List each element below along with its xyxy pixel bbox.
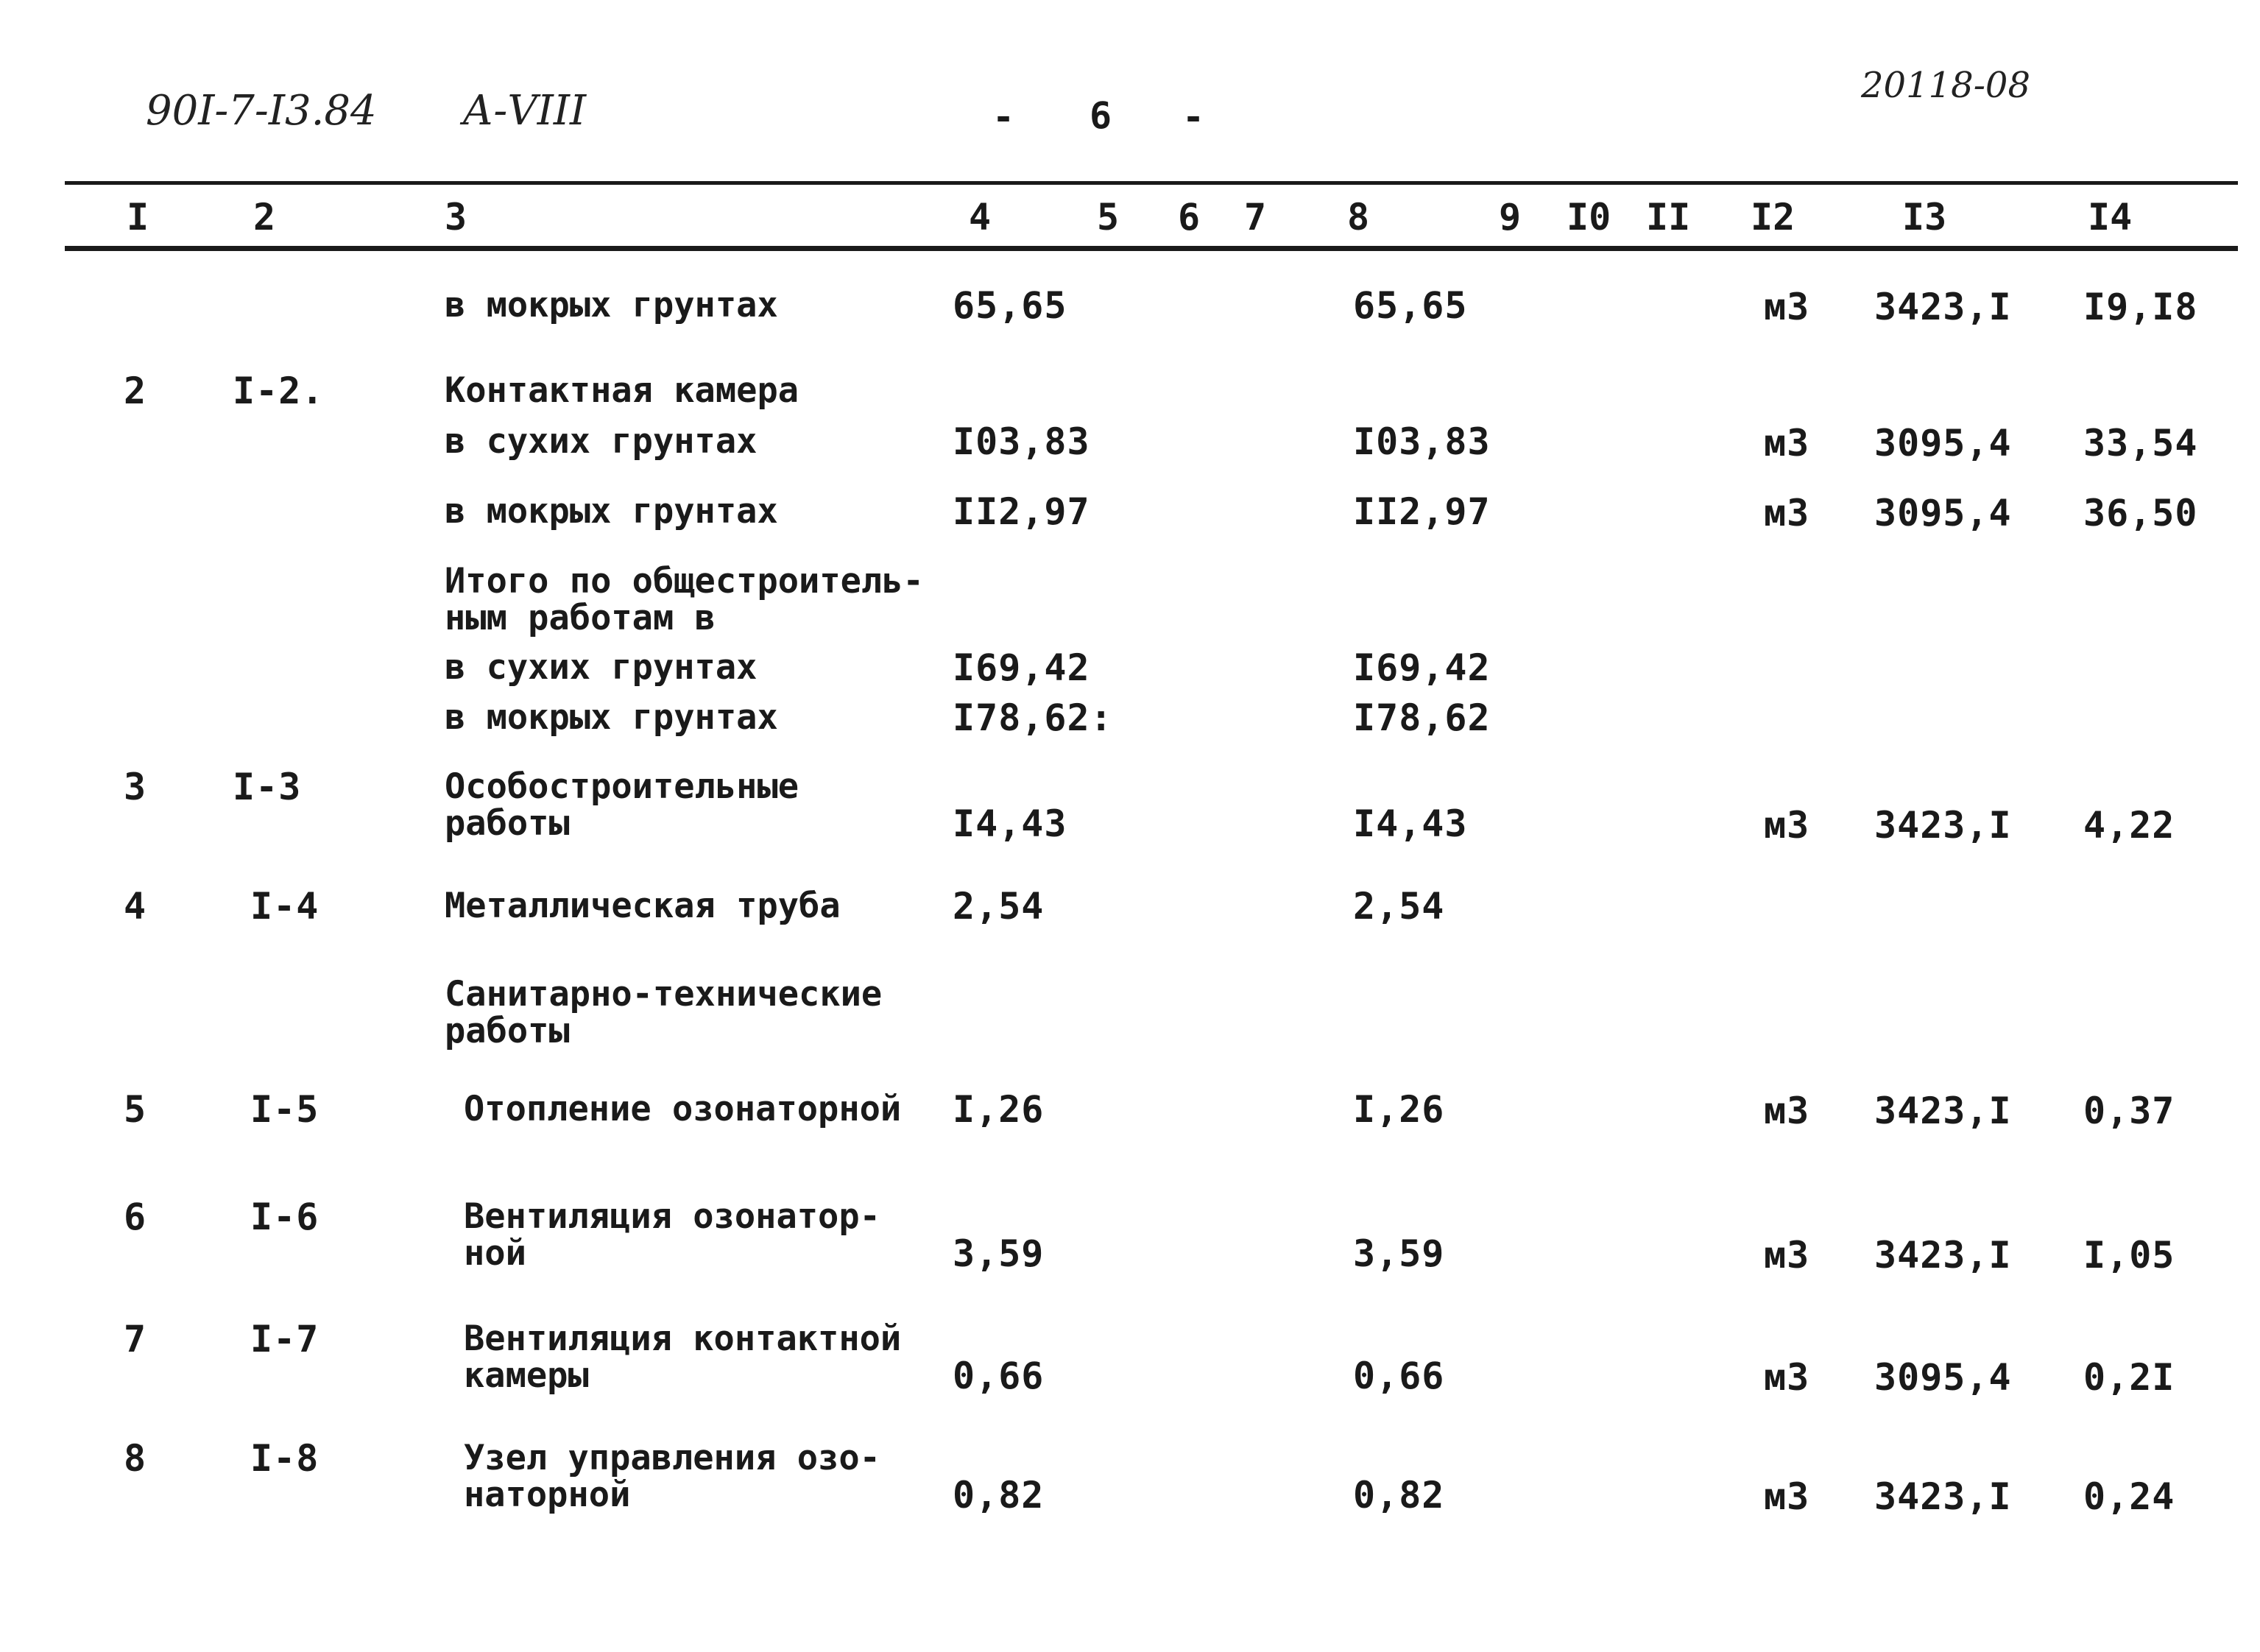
stamp-number: 20118-08	[1861, 65, 2030, 106]
value-col-4: I69,42	[953, 646, 1090, 689]
value-col-4: I,26	[953, 1088, 1045, 1131]
value-col-8: 0,82	[1353, 1474, 1445, 1517]
unit-col-12: м3	[1764, 1356, 1810, 1399]
table-header-rule	[65, 246, 2238, 251]
page-dash-left: -	[992, 96, 1016, 138]
value-col-8: I03,83	[1353, 420, 1491, 463]
column-header-13: I3	[1902, 196, 1947, 239]
row-description-line: Отопление озонаторной	[464, 1089, 902, 1129]
unit-col-12: м3	[1764, 1475, 1810, 1518]
row-description-line: в сухих грунтах	[445, 421, 758, 462]
unit-col-12: м3	[1764, 422, 1810, 465]
value-col-8: I,26	[1353, 1088, 1445, 1131]
unit-col-12: м3	[1764, 1234, 1810, 1277]
column-header-2: 2	[253, 196, 276, 239]
column-header-6: 6	[1178, 196, 1201, 239]
column-header-5: 5	[1097, 196, 1120, 239]
value-col-4: I78,62:	[953, 696, 1113, 739]
row-code: I-7	[250, 1318, 319, 1360]
row-description-line: Санитарно-технические	[445, 974, 883, 1014]
column-header-9: 9	[1499, 196, 1522, 239]
value-col-8: 2,54	[1353, 885, 1445, 928]
album-number: А-VIII	[462, 87, 587, 135]
value-col-4: II2,97	[953, 490, 1090, 533]
column-header-3: 3	[445, 196, 467, 239]
value-col-14: 0,2I	[2083, 1356, 2175, 1399]
row-description-line: Особостроительные	[445, 766, 799, 807]
column-header-8: 8	[1347, 196, 1370, 239]
row-code: I-3	[233, 766, 302, 808]
column-header-10: I0	[1567, 196, 1611, 239]
value-col-13: 3423,I	[1874, 1475, 2012, 1518]
row-number: 6	[124, 1196, 147, 1238]
unit-col-12: м3	[1764, 286, 1810, 328]
row-description-line: ным работам в	[445, 598, 716, 638]
column-header-14: I4	[2088, 196, 2133, 239]
value-col-14: I9,I8	[2083, 286, 2198, 328]
row-description-line: камеры	[464, 1355, 589, 1396]
value-col-4: 3,59	[953, 1232, 1045, 1275]
value-col-8: 65,65	[1353, 284, 1468, 327]
value-col-4: 0,66	[953, 1355, 1045, 1397]
value-col-8: 0,66	[1353, 1355, 1445, 1397]
column-header-1: I	[127, 196, 149, 239]
value-col-4: 2,54	[953, 885, 1045, 928]
row-description-line: Вентиляция озонатор-	[464, 1196, 880, 1237]
row-number: 7	[124, 1318, 147, 1360]
unit-col-12: м3	[1764, 1090, 1810, 1132]
value-col-14: 33,54	[2083, 422, 2198, 465]
value-col-4: 65,65	[953, 284, 1067, 327]
row-description-line: в мокрых грунтах	[445, 697, 778, 738]
column-header-11: II	[1646, 196, 1691, 239]
unit-col-12: м3	[1764, 492, 1810, 534]
value-col-14: 4,22	[2083, 804, 2175, 847]
row-number: 8	[124, 1437, 147, 1480]
column-header-12: I2	[1751, 196, 1795, 239]
row-description-line: ной	[464, 1233, 526, 1274]
value-col-4: I03,83	[953, 420, 1090, 463]
value-col-13: 3423,I	[1874, 1090, 2012, 1132]
page-number: 6	[1090, 94, 1113, 137]
value-col-14: I,05	[2083, 1234, 2175, 1277]
value-col-13: 3095,4	[1874, 1356, 2012, 1399]
value-col-8: I78,62	[1353, 696, 1491, 739]
row-description-line: работы	[445, 803, 570, 844]
row-description-line: Узел управления озо-	[464, 1438, 880, 1478]
row-description-line: в сухих грунтах	[445, 647, 758, 688]
value-col-13: 3423,I	[1874, 1234, 2012, 1277]
row-code: I-6	[250, 1196, 319, 1238]
row-number: 2	[124, 370, 147, 412]
value-col-8: 3,59	[1353, 1232, 1445, 1275]
row-description-line: Контактная камера	[445, 370, 799, 411]
row-description-line: Итого по общестроитель-	[445, 561, 924, 601]
row-description-line: в мокрых грунтах	[445, 491, 778, 532]
value-col-4: I4,43	[953, 802, 1067, 845]
row-description-line: в мокрых грунтах	[445, 285, 778, 325]
value-col-14: 36,50	[2083, 492, 2198, 534]
row-code: I-2.	[233, 370, 325, 412]
table-top-rule	[65, 181, 2238, 185]
row-code: I-8	[250, 1437, 319, 1480]
value-col-14: 0,37	[2083, 1090, 2175, 1132]
value-col-8: I69,42	[1353, 646, 1491, 689]
row-description-line: работы	[445, 1011, 570, 1051]
row-code: I-4	[250, 885, 319, 928]
value-col-13: 3423,I	[1874, 804, 2012, 847]
page-dash-right: -	[1182, 96, 1206, 138]
row-description-line: Металлическая труба	[445, 886, 841, 926]
doc-code: 90I-7-I3.84	[146, 87, 377, 135]
row-number: 4	[124, 885, 147, 928]
row-description-line: Вентиляция контактной	[464, 1319, 902, 1359]
column-header-7: 7	[1244, 196, 1267, 239]
unit-col-12: м3	[1764, 804, 1810, 847]
row-description-line: наторной	[464, 1475, 631, 1515]
column-header-4: 4	[969, 196, 992, 239]
row-number: 3	[124, 766, 147, 808]
value-col-13: 3095,4	[1874, 422, 2012, 465]
value-col-14: 0,24	[2083, 1475, 2175, 1518]
row-number: 5	[124, 1088, 147, 1131]
value-col-8: II2,97	[1353, 490, 1491, 533]
row-code: I-5	[250, 1088, 319, 1131]
value-col-8: I4,43	[1353, 802, 1468, 845]
value-col-13: 3095,4	[1874, 492, 2012, 534]
value-col-13: 3423,I	[1874, 286, 2012, 328]
value-col-4: 0,82	[953, 1474, 1045, 1517]
